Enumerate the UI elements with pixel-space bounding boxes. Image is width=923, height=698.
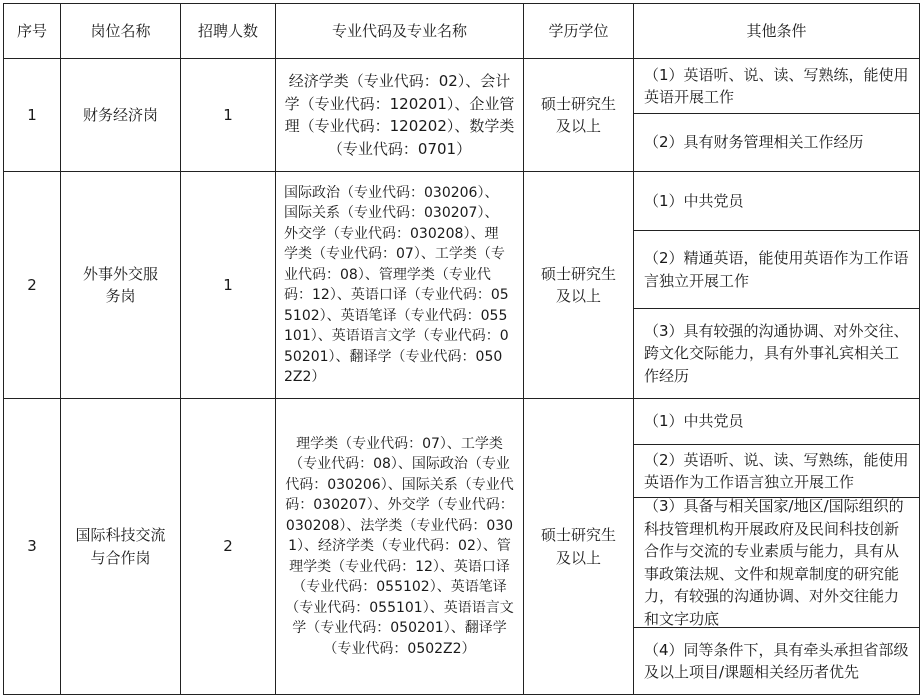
row3-degree-value: 硕士研究生及以上 [540,526,616,567]
row1-degree [524,59,633,171]
row3-count [181,399,275,694]
header-count [181,4,275,58]
row3-condition-3-text: （3）具备与相关国家/地区/国际组织的科技管理机构开展政府及民间科技创新合作与交流的专业素质与能力，具有从事政策法规、文件和规章制度的研究能力，有较强的沟通协调、对外交往能力和文字功底 [644,497,904,628]
row3-position [61,399,180,694]
row3-major [276,399,523,694]
row2-seq [4,172,60,398]
header-degree-label: 学历学位 [548,21,609,40]
row2-degree [524,172,633,398]
row2-count [181,172,275,398]
row1-degree-value: 硕士研究生及以上 [540,94,616,135]
row1-count [181,59,275,171]
row3-condition-1-text: （1）中共党员 [644,412,744,431]
row1-count-value: 1 [223,105,233,124]
row3-condition-4 [634,628,919,694]
header-count-label: 招聘人数 [197,21,258,40]
header-major-label: 专业代码及专业名称 [331,21,467,40]
row1-position [61,59,180,171]
row1-seq [4,59,60,171]
row2-condition-2-text: （2）精通英语，能使用英语作为工作语言独立开展工作 [644,249,909,290]
row3-major-value: 理学类（专业代码：07）、工学类（专业代码：08）、国际政治（专业代码：030206）、国际关系（专业代码：030207）、外交学（专业代码：030208）、法学类（专业代码：0301）、经济学类（专业代码：02）、管理学类（专业代码：12）、英语口译（专业代码：055102）、英语笔译（专业代码：055101）、英语语言文学（专业代码：050201）、翻译学（专业代码：0502Z2） [285,435,514,657]
row2-condition-1-text: （1）中共党员 [644,191,744,210]
row3-condition-4-text: （4）同等条件下，具有牵头承担省部级及以上项目/课题相关经历者优先 [644,640,909,681]
row1-condition-1 [634,59,919,113]
row3-degree [524,399,633,694]
header-seq-label: 序号 [16,21,47,40]
row2-position-value: 外事外交服务岗 [83,264,159,305]
header-seq [4,4,60,58]
row3-condition-3 [634,498,919,627]
row3-count-value: 2 [223,537,233,556]
header-major [276,4,523,58]
row2-condition-3-text: （3）具有较强的沟通协调、对外交往、跨文化交际能力，具有外事礼宾相关工作经历 [644,321,909,385]
header-position-label: 岗位名称 [90,21,151,40]
row1-seq-value: 1 [27,105,37,124]
row2-condition-2 [634,231,919,308]
header-degree [524,4,633,58]
row3-position-value: 国际科技交流与合作岗 [75,526,166,567]
row3-condition-1 [634,399,919,444]
header-conditions-label: 其他条件 [746,21,807,40]
row2-condition-1 [634,172,919,230]
row2-condition-3 [634,309,919,398]
row2-major-value: 国际政治（专业代码：030206）、国际关系（专业代码：030207）、外交学（专业代码：030208）、理学类（专业代码：07）、工学类（专业代码：08）、管理学类（专业代码：12）、英语口译（专业代码：055102）、英语笔译（专业代码：055101）、英语语言文学（专业代码：050201）、翻译学（专业代码：0502Z2） [284,184,509,385]
row1-condition-2 [634,114,919,171]
row1-major-value: 经济学类（专业代码：02）、会计学（专业代码：120201）、企业管理（专业代码：120202）、数学类（专业代码：0701） [284,72,515,158]
row2-position [61,172,180,398]
header-conditions [634,4,919,58]
row2-count-value: 1 [223,275,233,294]
row2-degree-value: 硕士研究生及以上 [540,264,616,305]
row1-condition-2-text: （2）具有财务管理相关工作经历 [644,133,864,152]
header-position [61,4,180,58]
row2-major [276,172,523,398]
row1-major [276,59,523,171]
row2-seq-value: 2 [27,275,37,294]
row1-position-value: 财务经济岗 [82,105,158,124]
row1-condition-1-text: （1）英语听、说、读、写熟练，能使用英语开展工作 [644,65,909,106]
row3-condition-2-text: （2）英语听、说、读、写熟练，能使用英语作为工作语言独立开展工作 [644,450,909,491]
row3-seq [4,399,60,694]
row3-condition-2 [634,445,919,497]
row3-seq-value: 3 [27,537,37,556]
